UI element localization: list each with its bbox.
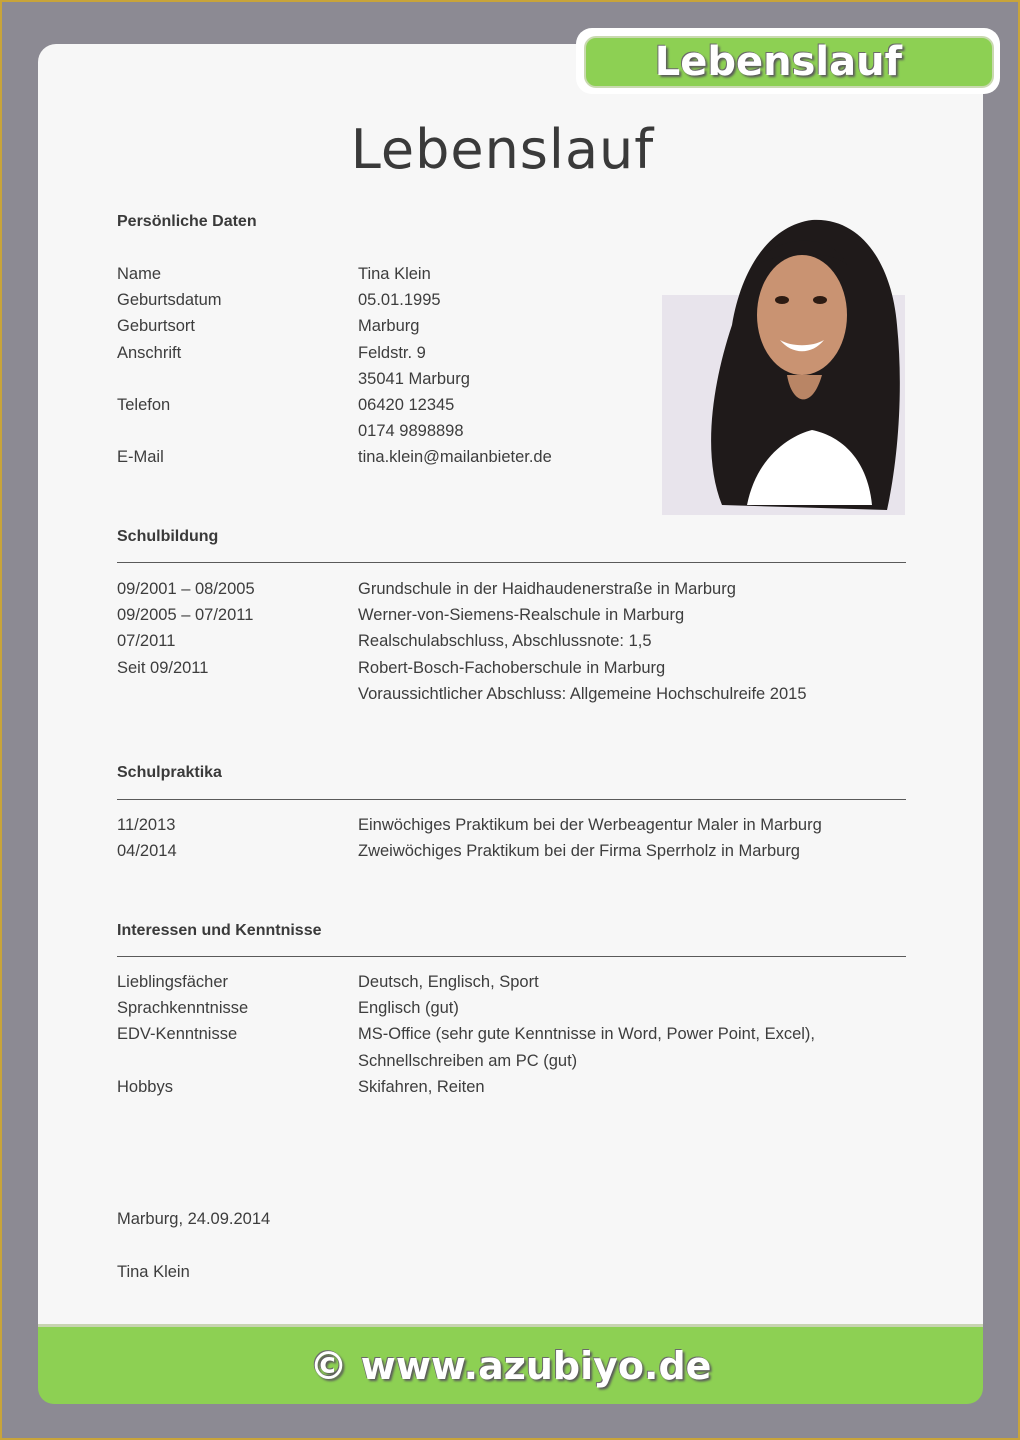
info-row [117,659,897,685]
info-row [117,1025,897,1051]
row-label: 07/2011 [117,632,176,651]
row-value: Voraussichtlicher Abschluss: Allgemeine Hochschulreife 2015 [358,684,807,703]
row-value: Feldstr. 9 [358,343,426,362]
info-row [117,632,897,658]
place-date: Marburg, 24.09.2014 [117,1210,271,1228]
info-row [117,685,897,711]
row-value: Realschulabschluss, Abschlussnote: 1,5 [358,632,652,651]
divider [117,799,906,800]
row-value: Tina Klein [358,265,431,283]
row-value: Grundschule in der Haidhaudenerstraße in Marburg [358,580,736,598]
section-title-interests: Interessen und Kenntnisse [117,922,322,939]
page-title: Lebenslauf [350,118,655,181]
row-label: Telefon [117,396,171,414]
info-row [117,1052,897,1078]
row-label: EDV-Kenntnisse [117,1025,238,1044]
row-value: MS-Office (sehr gute Kenntnisse in Word, Power Point, Excel), [358,1025,815,1044]
row-value: Marburg [358,317,420,336]
section-title-school: Schulbildung [117,528,219,545]
row-label: Hobbys [117,1077,173,1096]
portrait-photo [662,205,905,515]
row-label: 11/2013 [117,816,176,834]
row-label: Name [117,265,162,283]
divider [117,562,906,563]
row-label: Lieblingsfächer [117,973,228,991]
row-label: Sprachkenntnisse [117,999,249,1018]
row-value: 0174 9898898 [358,422,464,441]
row-value: Werner-von-Siemens-Realschule in Marburg [358,606,685,625]
row-value: 06420 12345 [358,396,455,414]
footer-link[interactable]: © www.azubiyo.de [309,1343,712,1388]
row-label: 04/2014 [117,842,177,861]
info-row [117,580,897,606]
row-value: tina.klein@mailanbieter.de [358,448,552,467]
row-value: Schnellschreiben am PC (gut) [358,1051,578,1070]
row-value: Einwöchiges Praktikum bei der Werbeagentur Maler in Marburg [358,816,822,834]
info-row [117,973,897,999]
row-value: 35041 Marburg [358,369,470,388]
info-row [117,842,897,868]
footer-banner [38,1324,983,1404]
row-value: 05.01.1995 [358,291,441,310]
row-label: 09/2005 – 07/2011 [117,606,254,625]
row-value: Zweiwöchiges Praktikum bei der Firma Sperrholz in Marburg [358,842,800,861]
section-title-internships: Schulpraktika [117,764,222,781]
row-label: 09/2001 – 08/2005 [117,580,255,598]
title-badge [584,36,994,88]
row-value: Skifahren, Reiten [358,1077,485,1096]
signature-name: Tina Klein [117,1263,190,1281]
row-label: E-Mail [117,448,164,467]
row-value: Englisch (gut) [358,999,459,1018]
info-row [117,999,897,1025]
info-row [117,1078,897,1104]
section-title-personal: Persönliche Daten [117,213,257,230]
divider [117,956,906,957]
row-value: Robert-Bosch-Fachoberschule in Marburg [358,658,666,677]
row-label: Anschrift [117,343,182,362]
info-row [117,816,897,842]
row-label: Seit 09/2011 [117,658,209,677]
row-label: Geburtsort [117,317,195,336]
row-value: Deutsch, Englisch, Sport [358,973,539,991]
info-row [117,606,897,632]
row-label: Geburtsdatum [117,291,222,310]
title-badge-label: Lebenslauf [654,39,902,85]
